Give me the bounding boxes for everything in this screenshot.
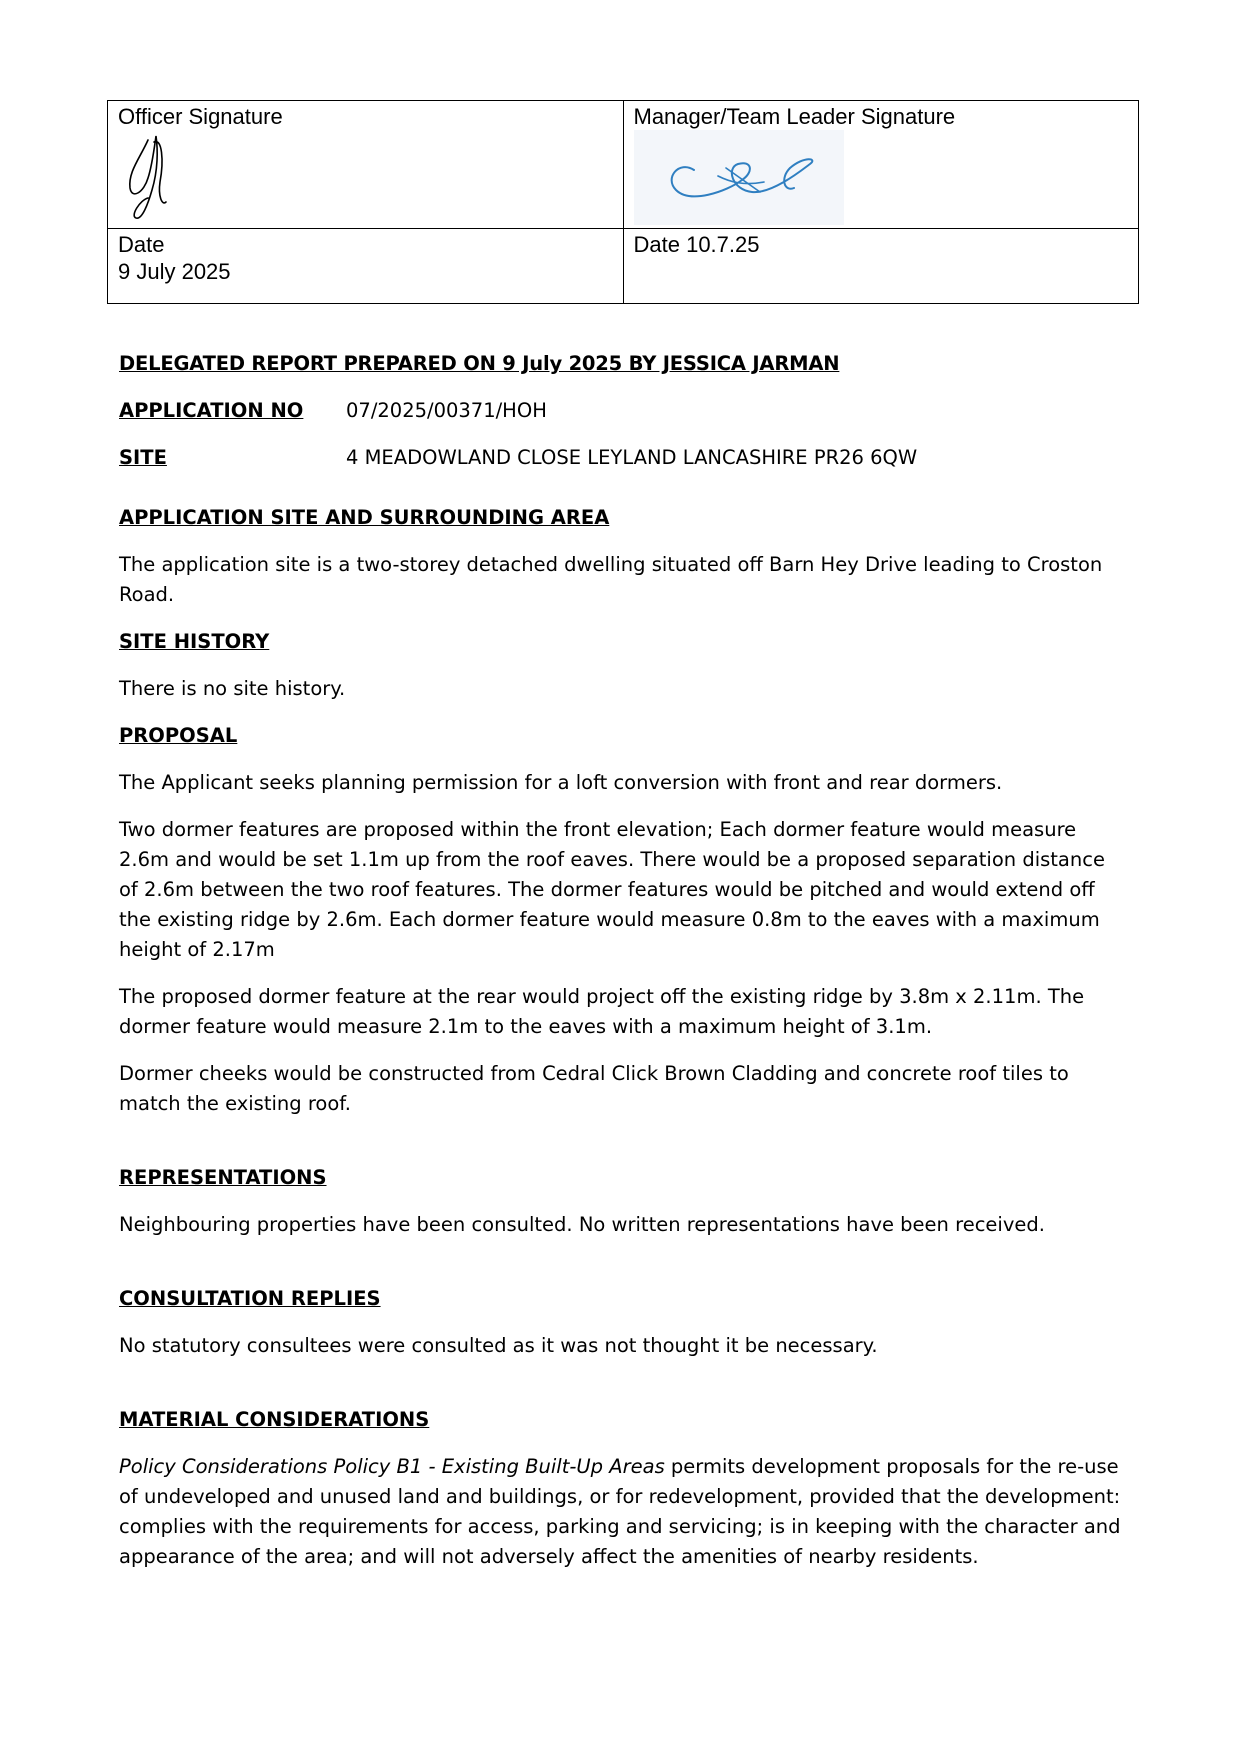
proposal-paragraph-1: The Applicant seeks planning permission for a loft conversion with front and rear dormers. (119, 771, 1003, 794)
site-history-text: There is no site history. (119, 677, 346, 700)
policy-reference: Policy Considerations Policy B1 - Existing Built-Up Areas (119, 1455, 665, 1478)
report-body (119, 349, 1129, 1589)
manager-signature-image (634, 130, 844, 225)
consultation-replies-heading: CONSULTATION REPLIES (119, 1287, 381, 1310)
manager-date-value: Date 10.7.25 (633, 232, 760, 257)
officer-date-label: Date (118, 232, 165, 257)
application-number-row (119, 396, 1129, 426)
officer-signature-cell (108, 101, 624, 229)
officer-date-cell (108, 229, 624, 304)
proposal-paragraph-2: Two dormer features are proposed within the front elevation; Each dormer feature would measure 2.6m and would be set 1.1m up from the roof eaves. There would be a proposed separation distance of 2.6m between the two roof features. The dormer features would be pitched and would extend off the existing ridge by 2.6m. Each dormer feature would measure 0.8m to the eaves with a maximum height of 2.17m (119, 818, 1105, 961)
signature-table (107, 100, 1139, 304)
material-considerations-paragraph (119, 1452, 1129, 1572)
site-label: SITE (119, 446, 167, 469)
representations-text: Neighbouring properties have been consulted. No written representations have been received. (119, 1213, 1045, 1236)
report-title: DELEGATED REPORT PREPARED ON 9 July 2025 BY JESSICA JARMAN (119, 352, 840, 375)
proposal-heading: PROPOSAL (119, 724, 238, 747)
proposal-paragraph-3: The proposed dormer feature at the rear would project off the existing ridge by 3.8m x 2.11m. The dormer feature would measure 2.1m to the eaves with a maximum height of 3.1m. (119, 985, 1085, 1038)
consultation-replies-text: No statutory consultees were consulted as it was not thought it be necessary. (119, 1334, 878, 1357)
application-number-label: APPLICATION NO (119, 399, 304, 422)
officer-signature-image (118, 130, 198, 225)
manager-date-cell (623, 229, 1139, 304)
surrounding-area-heading: APPLICATION SITE AND SURROUNDING AREA (119, 506, 610, 529)
officer-signature-label: Officer Signature (118, 104, 283, 129)
officer-date-value: 9 July 2025 (118, 259, 231, 284)
material-considerations-text: permits development proposals for the re-use of undeveloped and unused land and buildings, or for redevelopment, provided that the development: complies with the requirements for access, parking and servicing; is in keeping with the character and appearance of the area; and will not adversely affect the amenities of nearby residents. (119, 1455, 1121, 1568)
site-history-heading: SITE HISTORY (119, 630, 270, 653)
application-number-value: 07/2025/00371/HOH (346, 399, 547, 422)
representations-heading: REPRESENTATIONS (119, 1166, 327, 1189)
proposal-paragraph-4: Dormer cheeks would be constructed from Cedral Click Brown Cladding and concrete roof tiles to match the existing roof. (119, 1062, 1069, 1115)
manager-signature-label: Manager/Team Leader Signature (633, 104, 956, 129)
manager-signature-cell (623, 101, 1139, 229)
site-row (119, 443, 1129, 473)
site-value: 4 MEADOWLAND CLOSE LEYLAND LANCASHIRE PR26 6QW (346, 446, 918, 469)
surrounding-area-text: The application site is a two-storey detached dwelling situated off Barn Hey Drive leading to Croston Road. (119, 553, 1103, 606)
material-considerations-heading: MATERIAL CONSIDERATIONS (119, 1408, 430, 1431)
